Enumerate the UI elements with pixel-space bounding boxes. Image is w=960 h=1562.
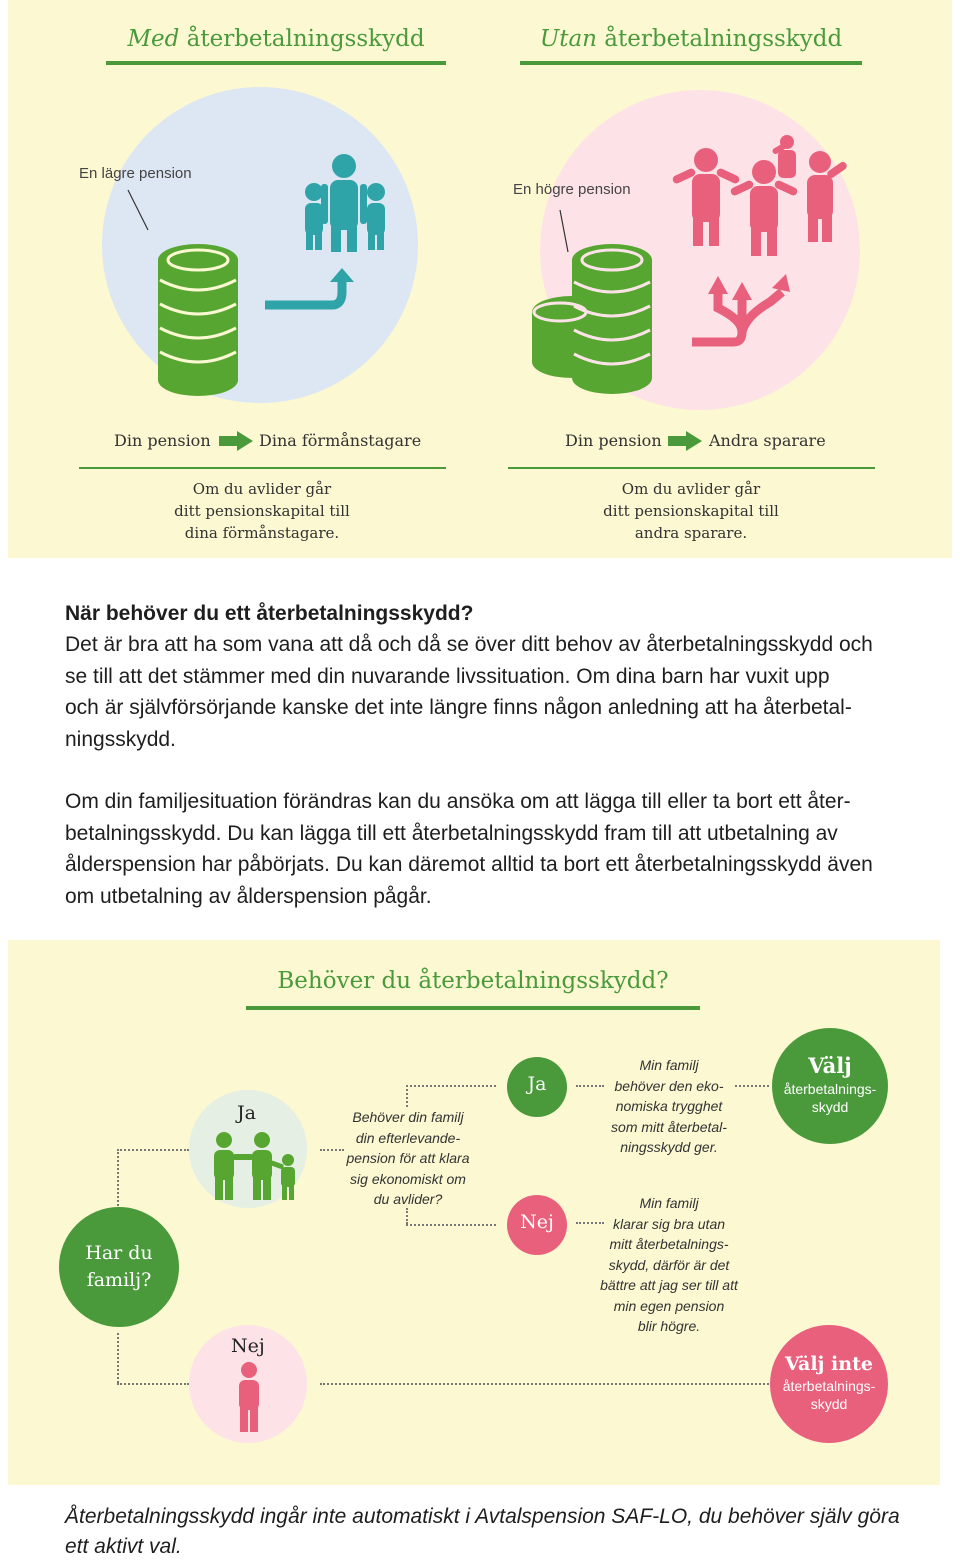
text-line: Behöver din familj — [352, 1109, 464, 1125]
connector — [117, 1149, 119, 1209]
yes-answer-label: Ja — [527, 1073, 547, 1095]
yes-family-label: Ja — [237, 1102, 256, 1124]
paragraph-line: betalningsskydd. Du kan lägga till ett återbetalningsskydd fram till att utbetalning av — [65, 821, 838, 845]
caption-line: ditt pensionskapital till — [603, 502, 779, 520]
yes-explanation — [600, 1055, 738, 1158]
paragraph-line: och är självförsörjande kanske det inte längre finns någon anledning att ha återbetal- — [65, 696, 852, 719]
start-node-label — [59, 1240, 179, 1294]
without-from-label: Din pension — [565, 431, 662, 450]
connector — [406, 1085, 408, 1107]
connector — [406, 1208, 408, 1224]
person-icon — [236, 1362, 262, 1434]
arrow-right-icon — [668, 431, 702, 451]
article-heading: När behöver du ett återbetalningsskydd? — [65, 602, 474, 625]
without-caption — [541, 478, 841, 544]
connector — [320, 1383, 772, 1385]
with-note: En lägre pension — [79, 165, 192, 182]
with-title — [106, 26, 446, 52]
with-title-rest: återbetalningsskydd — [186, 26, 425, 52]
paragraph-line: Om din familjesituation förändras kan du ansöka om att lägga till eller ta bort ett åter- — [65, 790, 851, 813]
choose-not-label — [770, 1351, 888, 1413]
choose-sub: återbetalnings- — [783, 1081, 877, 1097]
text-line: blir högre. — [637, 1318, 701, 1334]
no-explanation — [594, 1193, 744, 1337]
paragraph-line: ningsskydd. — [65, 727, 176, 751]
no-answer-label: Nej — [520, 1211, 554, 1233]
article-paragraph-1 — [65, 629, 925, 755]
label-line: Har du — [85, 1242, 153, 1264]
choose-not-sub: återbetalnings- — [782, 1378, 876, 1394]
label-line: familj? — [86, 1269, 152, 1291]
paragraph-line: Det är bra att ha som vana att då och då se över ditt behov av återbetalningsskydd och — [65, 633, 873, 656]
without-title — [520, 26, 862, 52]
text-line: din efterlevande- — [355, 1129, 461, 1146]
without-title-rest: återbetalningsskydd — [604, 26, 843, 52]
caption-line: andra sparare. — [634, 524, 748, 542]
with-divider — [79, 467, 446, 469]
choose-title: Välj — [808, 1053, 852, 1078]
article-paragraph-2 — [65, 786, 925, 912]
text-line: skydd, därför är det — [608, 1256, 730, 1273]
connector — [406, 1224, 496, 1226]
without-note: En högre pension — [513, 181, 631, 198]
choose-not-title: Välj inte — [785, 1353, 873, 1375]
text-line: nomiska trygghet — [615, 1098, 723, 1114]
caption-line: dina förmånstagare. — [184, 524, 340, 542]
text-line: Min familj — [639, 1057, 699, 1073]
with-title-underline — [106, 61, 446, 65]
no-family-label: Nej — [231, 1335, 265, 1357]
connector — [117, 1333, 119, 1383]
text-line: pension för att klara — [346, 1150, 470, 1166]
caption-line: Om du avlider går — [621, 480, 761, 498]
caption-line: Om du avlider går — [192, 480, 332, 498]
with-to-label: Dina förmånstagare — [259, 431, 422, 450]
paragraph-line: om utbetalning av ålderspension pågår. — [65, 884, 432, 908]
without-divider — [508, 467, 875, 469]
paragraph-line: ålderspension har påbörjats. Du kan däremot alltid ta bort ett återbetalningsskydd även — [65, 853, 873, 876]
with-caption — [112, 478, 412, 544]
footer-line: Återbetalningsskydd ingår inte automatiskt i Avtalspension SAF-LO, du behöver själv göra — [65, 1505, 900, 1528]
text-line: behöver den eko- — [614, 1077, 724, 1094]
connector — [117, 1149, 189, 1151]
paragraph-line: se till att det stämmer med din nuvarande livssituation. Om dina barn har vuxit upp — [65, 664, 830, 688]
with-from-label: Din pension — [114, 431, 211, 450]
connector — [735, 1085, 769, 1087]
choose-sub: skydd — [811, 1099, 849, 1115]
with-illustration — [60, 80, 460, 420]
choose-not-sub: skydd — [810, 1396, 848, 1412]
text-line: klarar sig bra utan — [612, 1215, 726, 1232]
family-icon — [206, 1130, 302, 1202]
text-line: Min familj — [639, 1195, 699, 1211]
arrow-right-icon — [219, 431, 253, 451]
without-to-label: Andra sparare — [709, 431, 826, 450]
text-line: mitt återbetalnings- — [609, 1236, 729, 1252]
without-illustration — [520, 80, 900, 420]
choose-label — [772, 1052, 888, 1116]
connector — [117, 1383, 189, 1385]
coin-stack-icon — [158, 244, 238, 396]
with-title-em: Med — [127, 26, 180, 52]
without-title-underline — [520, 61, 862, 65]
footer-line: ett aktivt val. — [65, 1535, 182, 1558]
caption-line: ditt pensionskapital till — [174, 502, 350, 520]
text-line: ningsskydd ger. — [620, 1139, 718, 1155]
flowchart-title: Behöver du återbetalningsskydd? — [277, 968, 669, 994]
without-title-em: Utan — [539, 26, 597, 52]
text-line: sig ekonomiskt om — [350, 1170, 466, 1187]
text-line: bättre att jag ser till att — [600, 1277, 738, 1293]
text-line: min egen pension — [613, 1297, 725, 1314]
text-line: som mitt återbetal- — [611, 1118, 727, 1135]
text-line: du avlider? — [373, 1191, 443, 1207]
question-text — [338, 1107, 478, 1210]
flowchart-title-underline — [246, 1006, 700, 1010]
footer-note — [65, 1502, 925, 1562]
connector — [406, 1085, 496, 1087]
